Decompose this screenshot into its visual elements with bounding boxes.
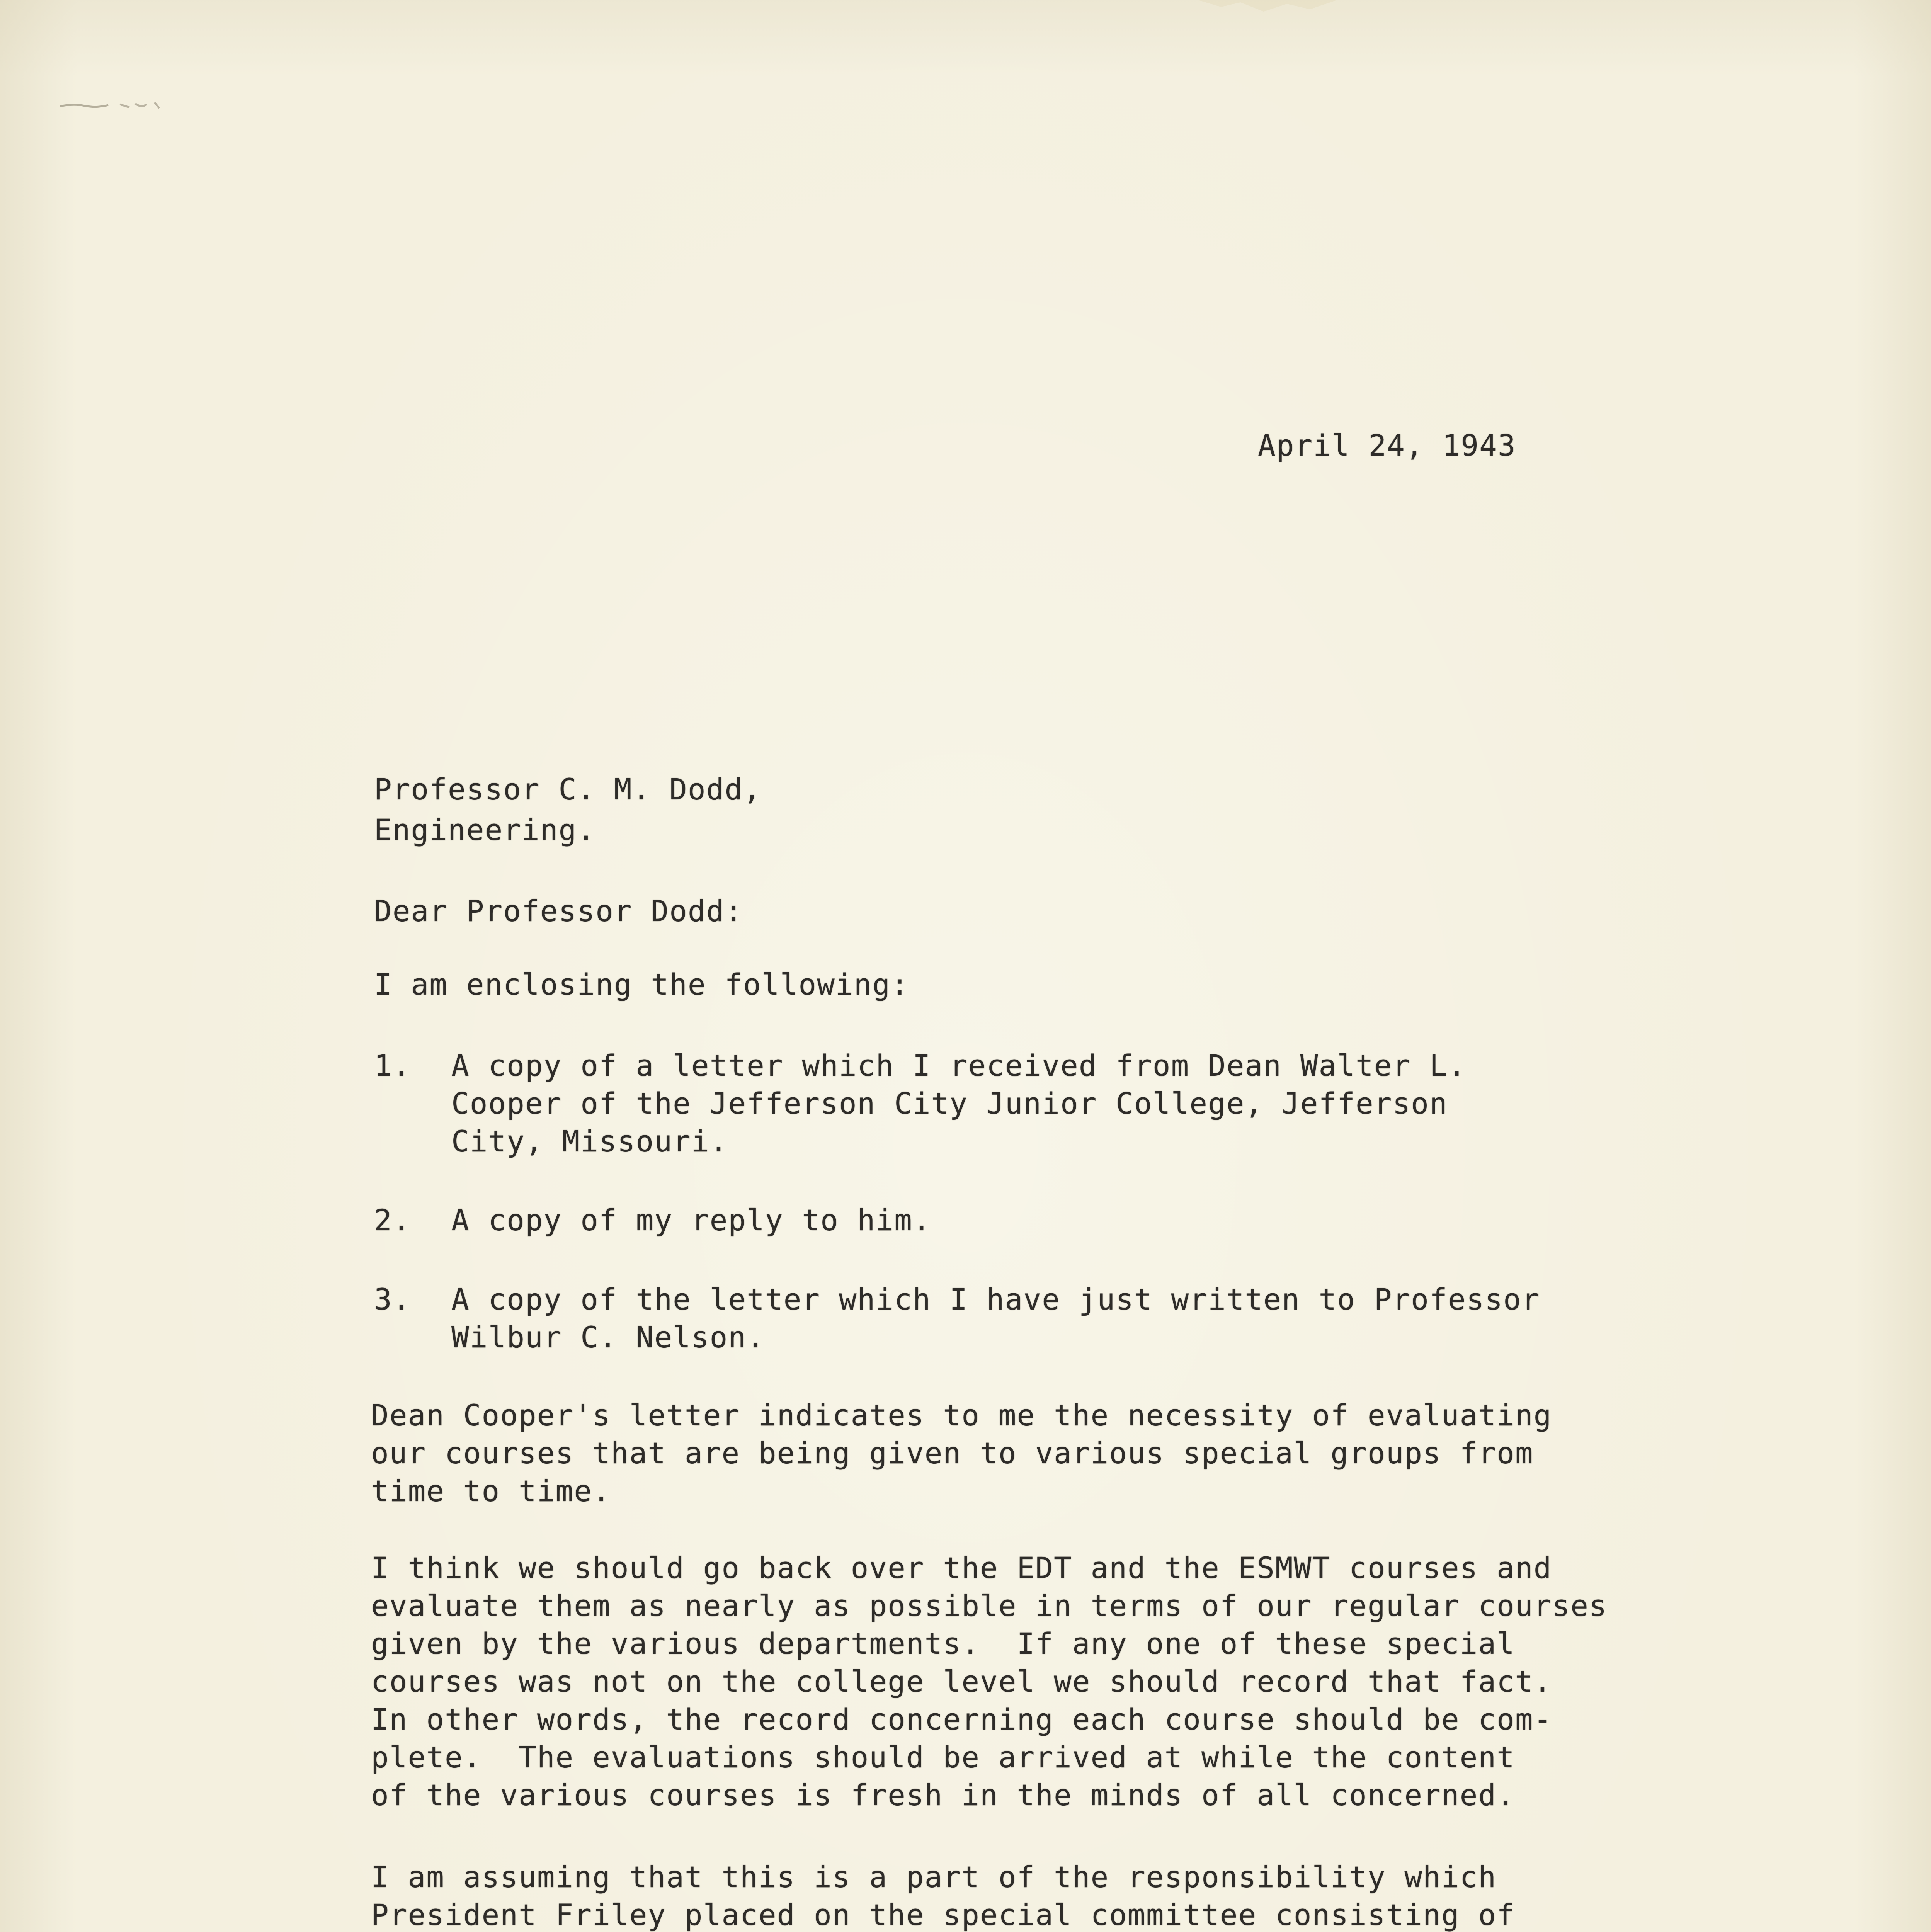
enclosure-number: 1.: [374, 1048, 411, 1083]
paragraph-line: of the various courses is fresh in the minds of all concerned.: [371, 1778, 1515, 1812]
paragraph-line: Dean Cooper's letter indicates to me the necessity of evaluating: [371, 1398, 1552, 1432]
recipient-name: Professor C. M. Dodd,: [374, 772, 762, 806]
enclosure-line: City, Missouri.: [451, 1124, 728, 1158]
paragraph-line: plete. The evaluations should be arrived at while the content: [371, 1740, 1515, 1774]
enclosure-line: A copy of the letter which I have just written to Professor: [451, 1282, 1540, 1316]
enclosure-line: A copy of a letter which I received from Dean Walter L.: [451, 1048, 1467, 1083]
paper-tear-icon: [1198, 0, 1337, 23]
paragraph-line: given by the various departments. If any one of these special: [371, 1626, 1515, 1661]
pencil-mark-icon: [58, 97, 182, 112]
paragraph-line: I think we should go back over the EDT and the ESMWT courses and: [371, 1551, 1552, 1585]
paragraph-line: time to time.: [371, 1474, 611, 1508]
enclosure-line: Wilbur C. Nelson.: [451, 1320, 765, 1354]
enclosure-item: [374, 1202, 1688, 1240]
recipient-department: Engineering.: [374, 813, 596, 847]
paragraph-line: evaluate them as nearly as possible in terms of our regular courses: [371, 1588, 1608, 1623]
enclosure-number: 2.: [374, 1203, 411, 1237]
paragraph-line: courses was not on the college level we should record that fact.: [371, 1664, 1552, 1699]
letter-date: April 24, 1943: [1258, 428, 1516, 463]
paragraph-line: In other words, the record concerning each course should be com-: [371, 1702, 1552, 1736]
paragraph-line: President Friley placed on the special committee consisting of: [371, 1898, 1515, 1932]
enclosure-item: [374, 1047, 1688, 1163]
enclosure-number: 3.: [374, 1282, 411, 1316]
enclosure-line: Cooper of the Jefferson City Junior College, Jefferson: [451, 1086, 1448, 1121]
salutation: Dear Professor Dodd:: [374, 894, 743, 928]
paragraph-line: our courses that are being given to various special groups from: [371, 1436, 1534, 1470]
enclosure-item: [374, 1281, 1688, 1358]
intro-line: I am enclosing the following:: [374, 967, 909, 1002]
paragraph-line: I am assuming that this is a part of the responsibility which: [371, 1860, 1497, 1894]
enclosure-line: A copy of my reply to him.: [451, 1203, 931, 1237]
